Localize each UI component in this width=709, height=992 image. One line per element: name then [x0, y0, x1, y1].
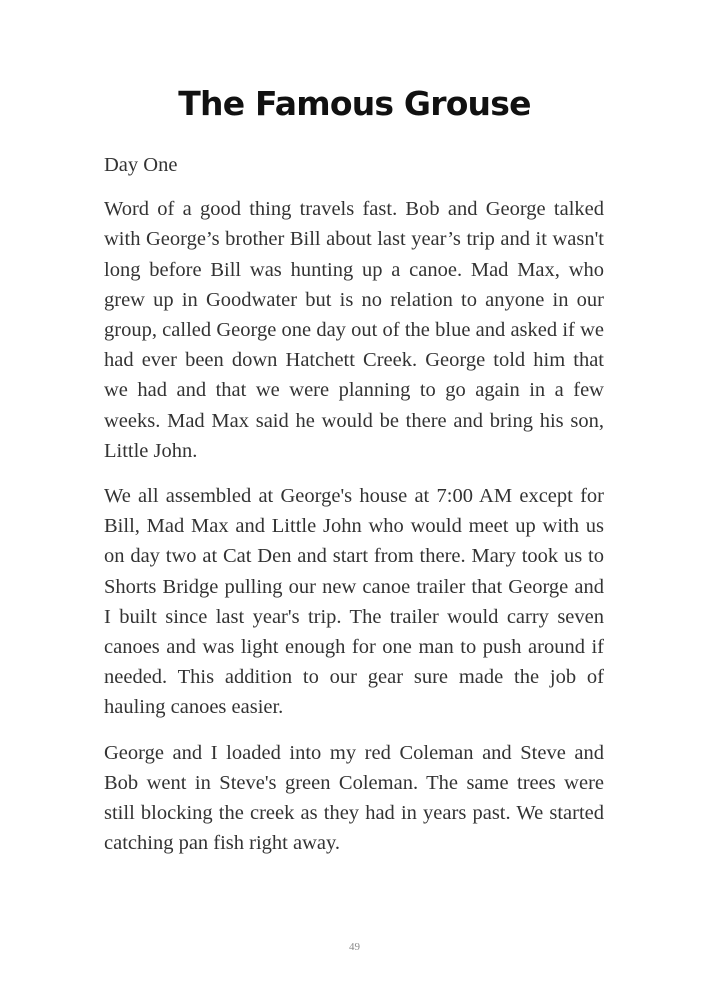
paragraph-2: We all assembled at George's house at 7:00 AM except for Bill, Mad Max and Little John who would meet up with us on day two at Cat Den and start from there. Mary took us to Shorts Bridge pulling our new canoe trailer that George and I built since last year's trip. The trailer would carry seven canoes and was light enough for one man to push around if needed. This addition to our gear sure made the job of hauling canoes easier.	[104, 485, 604, 719]
paragraph-1: Word of a good thing travels fast. Bob and George talked with George’s brother Bill about last year’s trip and it wasn't long before Bill was hunting up a canoe. Mad Max, who grew up in Goodwater but is no relation to anyone in our group, called George one day out of the blue and asked if we had ever been down Hatchett Creek. George told him that we had and that we were planning to go again in a few weeks. Mad Max said he would be there and bring his son, Little John.	[104, 198, 604, 462]
section-heading: Day One	[104, 154, 178, 176]
paragraph-3: George and I loaded into my red Coleman and Steve and Bob went in Steve's green Coleman. The same trees were still blocking the creek as they had in years past. We started catching pan fish right away.	[104, 741, 604, 855]
chapter-title: The Famous Grouse	[178, 84, 531, 123]
chapter-body	[104, 150, 604, 873]
page-number: 49	[349, 941, 360, 953]
